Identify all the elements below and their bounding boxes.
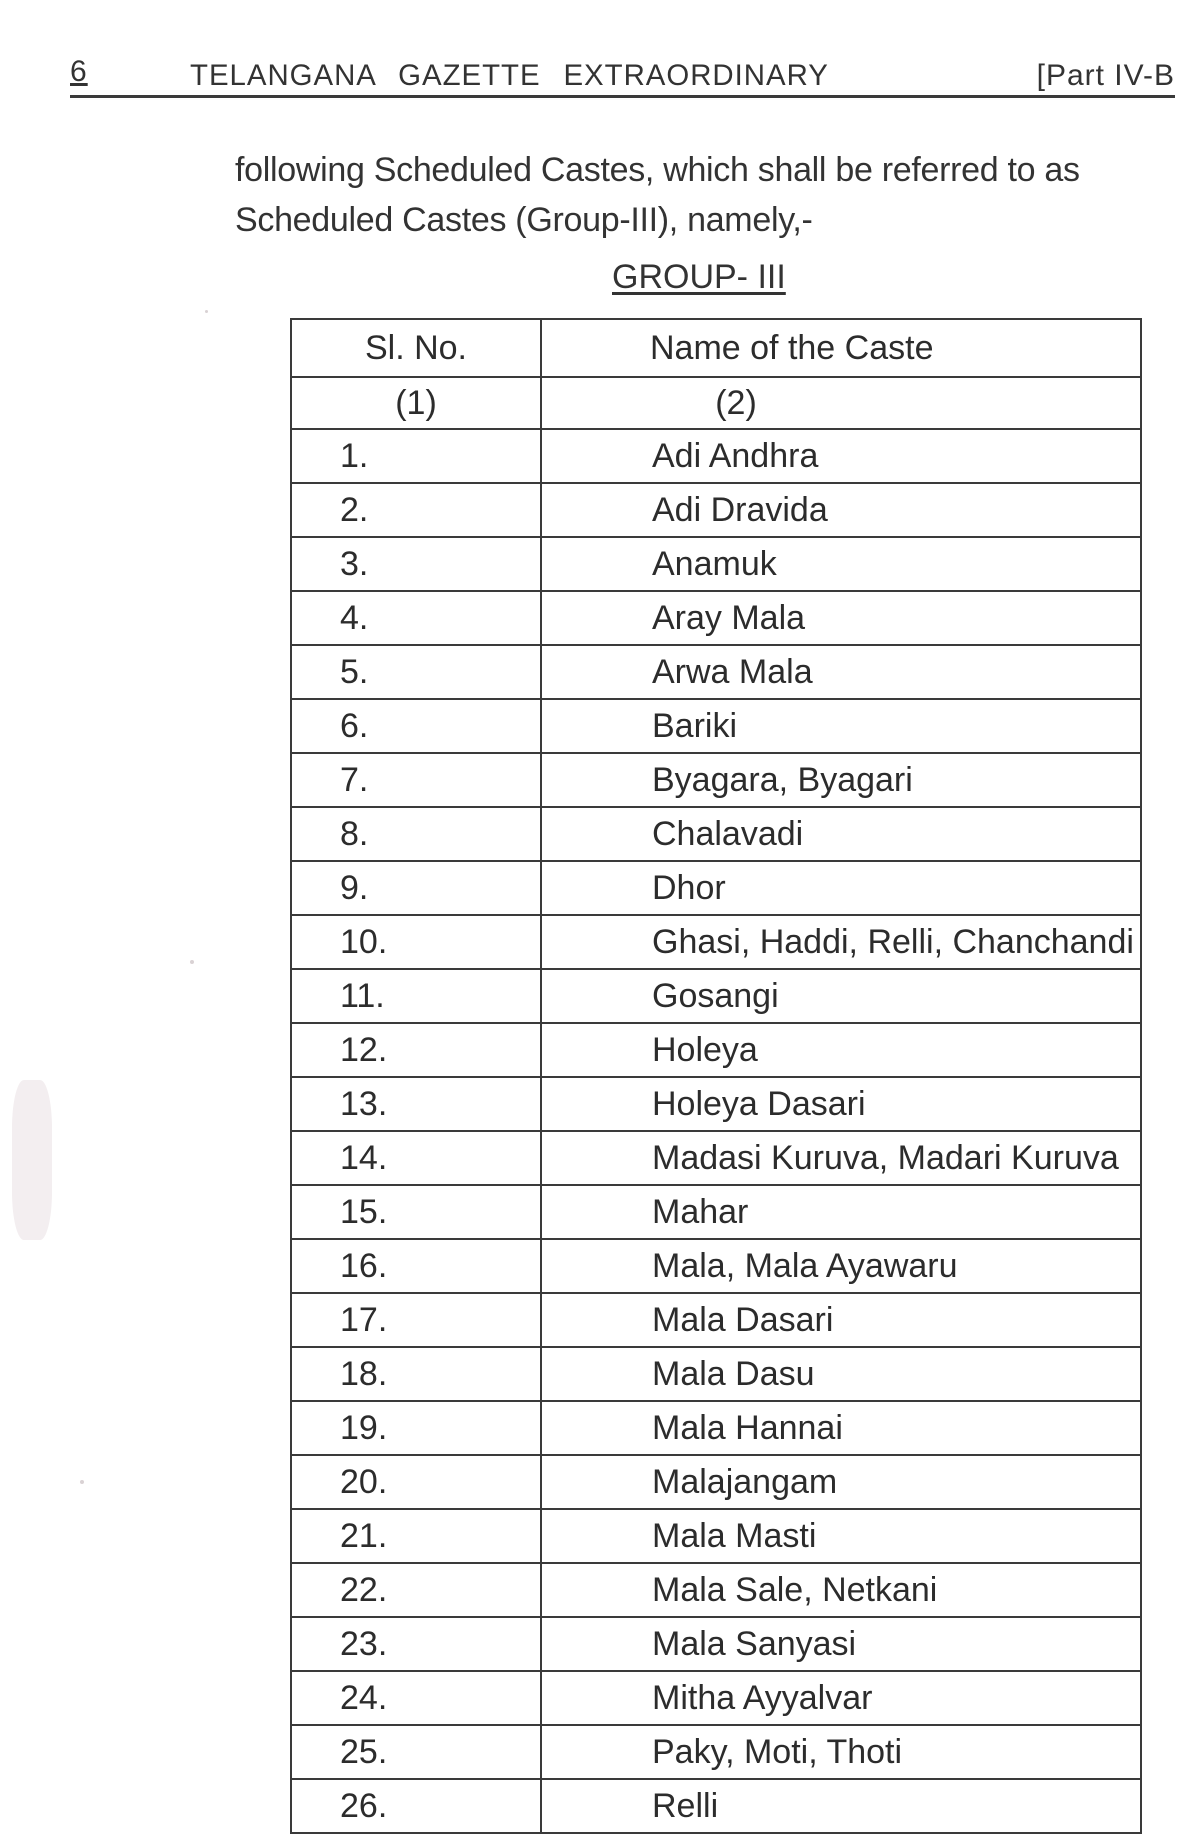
table-row: [291, 1401, 1141, 1455]
intro-line-1: following Scheduled Castes, which shall be referred to as: [235, 151, 1080, 189]
serial-number: 1.: [291, 429, 541, 483]
serial-number: 26.: [291, 1779, 541, 1833]
serial-number: 13.: [291, 1077, 541, 1131]
caste-name: Mitha Ayyalvar: [541, 1671, 1141, 1725]
serial-number: 7.: [291, 753, 541, 807]
table-row: [291, 1455, 1141, 1509]
scan-speck: [80, 1480, 84, 1484]
caste-name: Relli: [541, 1779, 1141, 1833]
caste-name: Paky, Moti, Thoti: [541, 1725, 1141, 1779]
table-row: [291, 1671, 1141, 1725]
serial-number: 8.: [291, 807, 541, 861]
table-row: [291, 1725, 1141, 1779]
column-header-caste-name: Name of the Caste: [541, 319, 1141, 377]
intro-paragraph: [235, 145, 1185, 245]
scan-speck: [12, 1080, 52, 1240]
caste-name: Bariki: [541, 699, 1141, 753]
table-row: [291, 1131, 1141, 1185]
page-number: 6: [70, 55, 88, 88]
serial-number: 18.: [291, 1347, 541, 1401]
table-row: [291, 645, 1141, 699]
table-row: [291, 699, 1141, 753]
table-header-row: [291, 319, 1141, 377]
serial-number: 12.: [291, 1023, 541, 1077]
table-row: [291, 1779, 1141, 1833]
caste-name: Mala Dasari: [541, 1293, 1141, 1347]
caste-name: Aray Mala: [541, 591, 1141, 645]
caste-name: Adi Andhra: [541, 429, 1141, 483]
serial-number: 21.: [291, 1509, 541, 1563]
caste-name: Dhor: [541, 861, 1141, 915]
table-row: [291, 1563, 1141, 1617]
serial-number: 16.: [291, 1239, 541, 1293]
caste-name: Gosangi: [541, 969, 1141, 1023]
caste-name: Adi Dravida: [541, 483, 1141, 537]
intro-line-2: Scheduled Castes (Group-III), namely,-: [235, 201, 813, 239]
column-number-1: (1): [291, 377, 541, 429]
table-row: [291, 537, 1141, 591]
table-row: [291, 969, 1141, 1023]
serial-number: 22.: [291, 1563, 541, 1617]
caste-name: Chalavadi: [541, 807, 1141, 861]
serial-number: 23.: [291, 1617, 541, 1671]
caste-name: Arwa Mala: [541, 645, 1141, 699]
caste-name: Ghasi, Haddi, Relli, Chanchandi: [541, 915, 1141, 969]
table-row: [291, 1509, 1141, 1563]
serial-number: 10.: [291, 915, 541, 969]
caste-name: Mahar: [541, 1185, 1141, 1239]
table-row: [291, 861, 1141, 915]
gazette-title: TELANGANA GAZETTE EXTRAORDINARY: [190, 59, 829, 92]
table-row: [291, 1185, 1141, 1239]
caste-name: Holeya: [541, 1023, 1141, 1077]
caste-name: Mala Masti: [541, 1509, 1141, 1563]
caste-table: [290, 318, 1142, 1834]
column-header-sl-no: Sl. No.: [291, 319, 541, 377]
serial-number: 3.: [291, 537, 541, 591]
serial-number: 17.: [291, 1293, 541, 1347]
table-row: [291, 1293, 1141, 1347]
caste-name: Madasi Kuruva, Madari Kuruva: [541, 1131, 1141, 1185]
serial-number: 24.: [291, 1671, 541, 1725]
table-row: [291, 807, 1141, 861]
serial-number: 2.: [291, 483, 541, 537]
caste-name: Mala Hannai: [541, 1401, 1141, 1455]
table-row: [291, 753, 1141, 807]
table-row: [291, 591, 1141, 645]
serial-number: 5.: [291, 645, 541, 699]
scan-speck: [205, 310, 208, 313]
serial-number: 25.: [291, 1725, 541, 1779]
serial-number: 20.: [291, 1455, 541, 1509]
serial-number: 14.: [291, 1131, 541, 1185]
serial-number: 19.: [291, 1401, 541, 1455]
serial-number: 11.: [291, 969, 541, 1023]
table-row: [291, 1023, 1141, 1077]
group-title: GROUP- III: [612, 258, 786, 296]
caste-name: Mala Dasu: [541, 1347, 1141, 1401]
caste-name: Mala, Mala Ayawaru: [541, 1239, 1141, 1293]
caste-name: Malajangam: [541, 1455, 1141, 1509]
caste-name: Byagara, Byagari: [541, 753, 1141, 807]
caste-name: Mala Sanyasi: [541, 1617, 1141, 1671]
column-number-2: (2): [541, 377, 1141, 429]
table-row: [291, 483, 1141, 537]
table-row: [291, 915, 1141, 969]
table-row: [291, 1239, 1141, 1293]
scan-speck: [190, 960, 194, 964]
serial-number: 4.: [291, 591, 541, 645]
serial-number: 15.: [291, 1185, 541, 1239]
table-row: [291, 429, 1141, 483]
column-number-row: [291, 377, 1141, 429]
caste-name: Holeya Dasari: [541, 1077, 1141, 1131]
caste-name: Anamuk: [541, 537, 1141, 591]
table-row: [291, 1617, 1141, 1671]
caste-name: Mala Sale, Netkani: [541, 1563, 1141, 1617]
serial-number: 6.: [291, 699, 541, 753]
serial-number: 9.: [291, 861, 541, 915]
table-row: [291, 1347, 1141, 1401]
table-row: [291, 1077, 1141, 1131]
gazette-header: [70, 55, 1175, 98]
part-label: [Part IV-B: [1036, 59, 1175, 92]
